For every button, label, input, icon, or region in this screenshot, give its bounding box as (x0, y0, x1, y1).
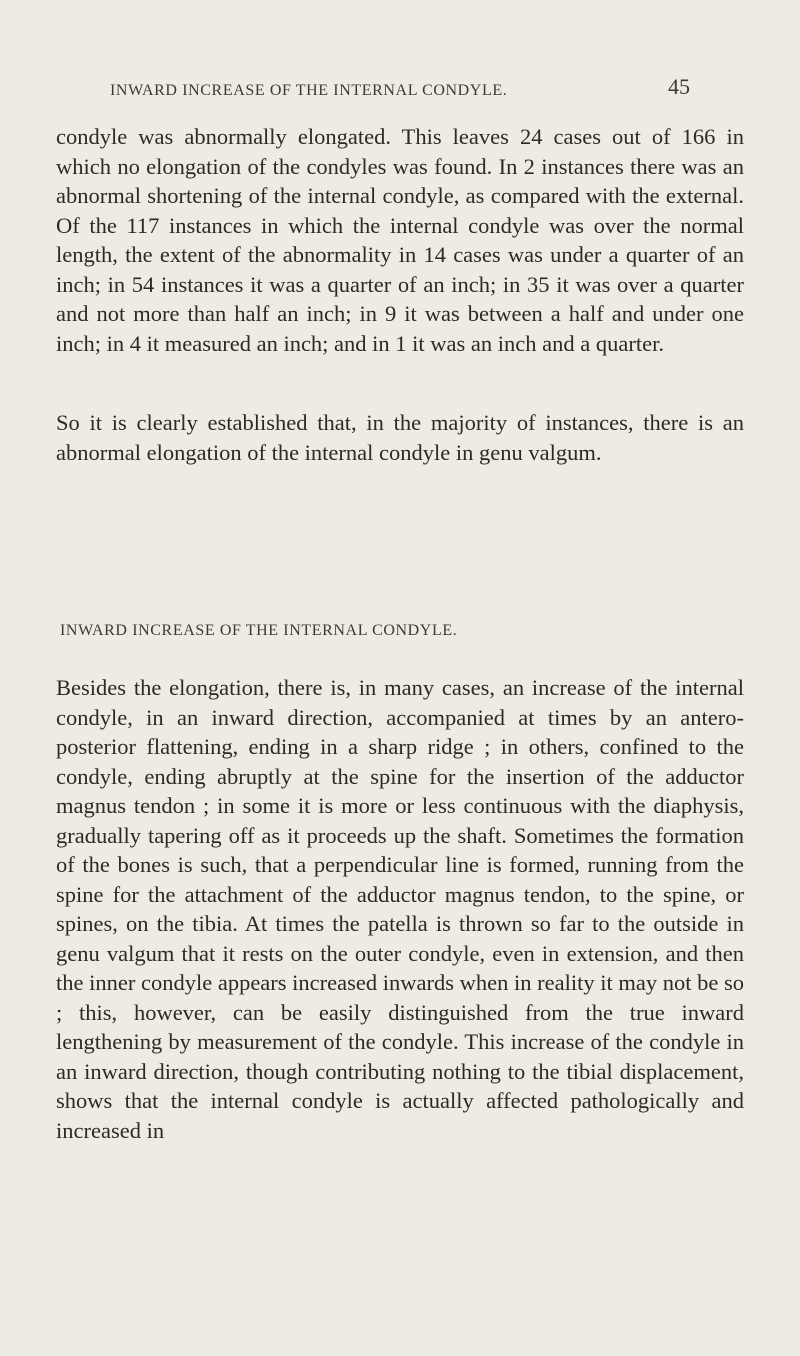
page-number: 45 (668, 74, 690, 99)
paragraph-2: So it is clearly established that, in the majority of instances, there is an abnormal elongation of the internal condyle in genu valgum. (56, 410, 744, 465)
paragraph-1: condyle was abnormally elongated. This leaves 24 cases out of 166 in which no elongation of the condyles was found. In 2 instances there was an abnormal shortening of the internal condyle, as compared with the external. Of the 117 instances in which the internal condyle was over the normal length, the extent of the abnormality in 14 cases was under a quarter of an inch; in 54 instances it was a quarter of an inch; in 35 it was over a quarter and not more than half an inch; in 9 it was between a half and under one inch; in 4 it measured an inch; and in 1 it was an inch and a quarter. (56, 124, 744, 356)
paragraph-3: Besides the elongation, there is, in many cases, an increase of the internal condyle, in an inward direction, accompanied at times by an antero-posterior flattening, ending in a sharp ridge ; in others, confined to the condyle, ending abruptly at the spine for the insertion of the adductor magnus tendon ; in some it is more or less continuous with the diaphysis, gradually tapering off as it proceeds up the shaft. Sometimes the formation of the bones is such, that a perpendicular line is formed, running from the spine for the attachment of the adductor magnus tendon, to the spine, or spines, on the tibia. At times the patella is thrown so far to the outside in genu valgum that it rests on the outer condyle, even in extension, and then the inner condyle appears increased inwards when in reality it may not be so ; this, however, can be easily distinguished from the true inward lengthening by measurement of the condyle. This increase of the condyle in an inward direction, though contributing nothing to the tibial displacement, shows that the internal condyle is actually affected pathologically and increased in (56, 675, 744, 1143)
running-head: INWARD INCREASE OF THE INTERNAL CONDYLE. (110, 82, 508, 99)
section-heading: INWARD INCREASE OF THE INTERNAL CONDYLE. (60, 622, 458, 639)
